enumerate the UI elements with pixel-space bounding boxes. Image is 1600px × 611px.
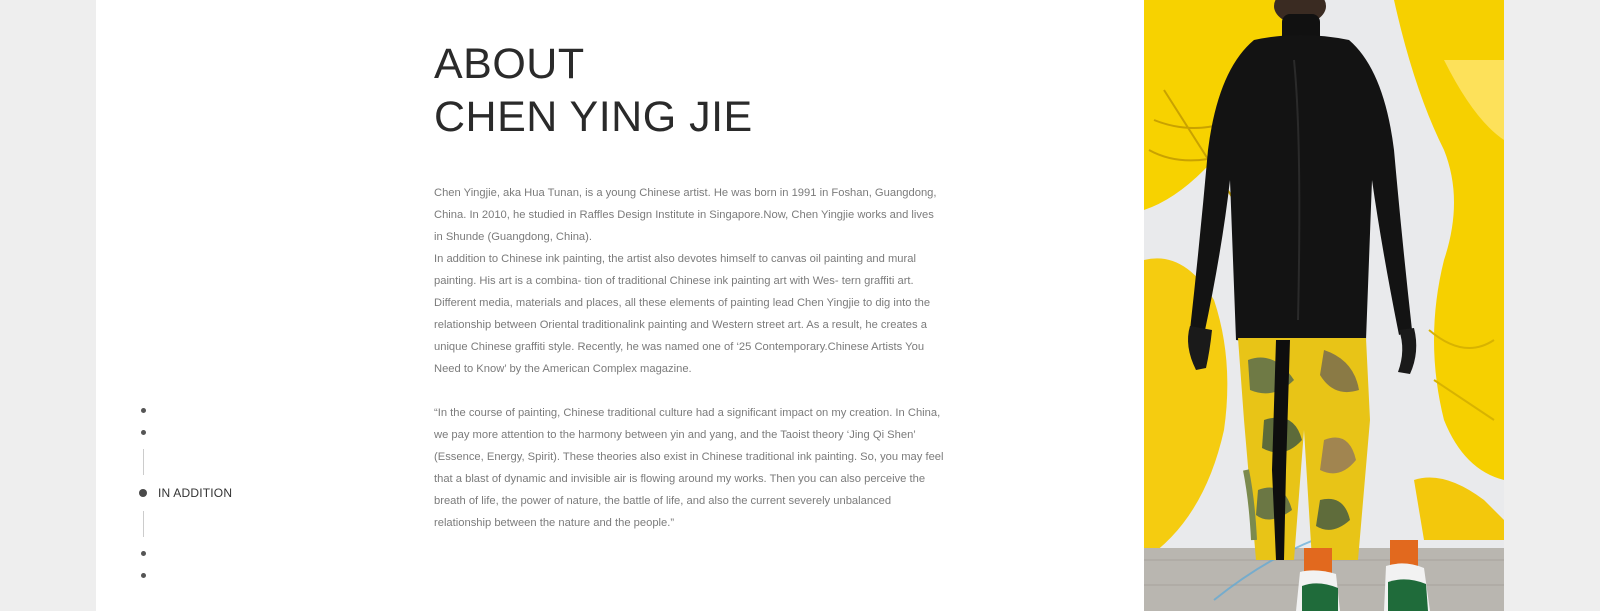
- artist-portrait-illustration: [1144, 0, 1504, 611]
- biography-paragraph-1: Chen Yingjie, aka Hua Tunan, is a young Chinese artist. He was born in 1991 in Foshan, Guangdong, China. In 2010, he studied in Raffles Design Institute in Singapore.Now, Chen Yingjie works and lives in Shunde (Guangdong, China).: [434, 187, 937, 243]
- timeline-dot-2[interactable]: [141, 430, 146, 435]
- biography-text: [434, 182, 944, 534]
- artist-quote: “In the course of painting, Chinese traditional culture had a significant impact on my creation. In China, we pay more attention to the harmony between yin and yang, and the Taoist theory ‘Jing Qi Shen’ (Essence, Energy, Spirit). These theories also exist in Chinese traditional ink painting. So, you may feel that a blast of dynamic and invisible air is flowing around my works. Then you can also perceive the breath of life, the power of nature, the battle of life, and also the current severely unbalanced relationship between the nature and the people.”: [434, 407, 944, 529]
- title-line-name: CHEN YING JIE: [434, 93, 753, 141]
- timeline-connector-top: [143, 449, 144, 475]
- timeline-dot-5[interactable]: [141, 573, 146, 578]
- page-title: [434, 38, 753, 144]
- biography-paragraph-2: In addition to Chinese ink painting, the artist also devotes himself to canvas oil painting and mural painting. His art is a combina- tion of traditional Chinese ink painting art with Wes- tern graffiti art. Different media, materials and places, all these elements of painting lead Chen Yingjie to dig into the relationship between Oriental traditionalink painting and Western street art. As a result, he creates a unique Chinese graffiti style. Recently, he was named one of ‘25 Contemporary.Chinese Artists You Need to Know’ by the American Complex magazine.: [434, 253, 931, 375]
- about-page: [96, 0, 1504, 611]
- timeline-connector-bottom: [143, 511, 144, 537]
- timeline-dot-4[interactable]: [141, 551, 146, 556]
- timeline-dot-active[interactable]: [139, 489, 147, 497]
- timeline-dot-1[interactable]: [141, 408, 146, 413]
- timeline-active-label[interactable]: IN ADDITION: [158, 486, 233, 500]
- artist-portrait-photo: [1144, 0, 1504, 611]
- title-line-about: ABOUT: [434, 40, 585, 88]
